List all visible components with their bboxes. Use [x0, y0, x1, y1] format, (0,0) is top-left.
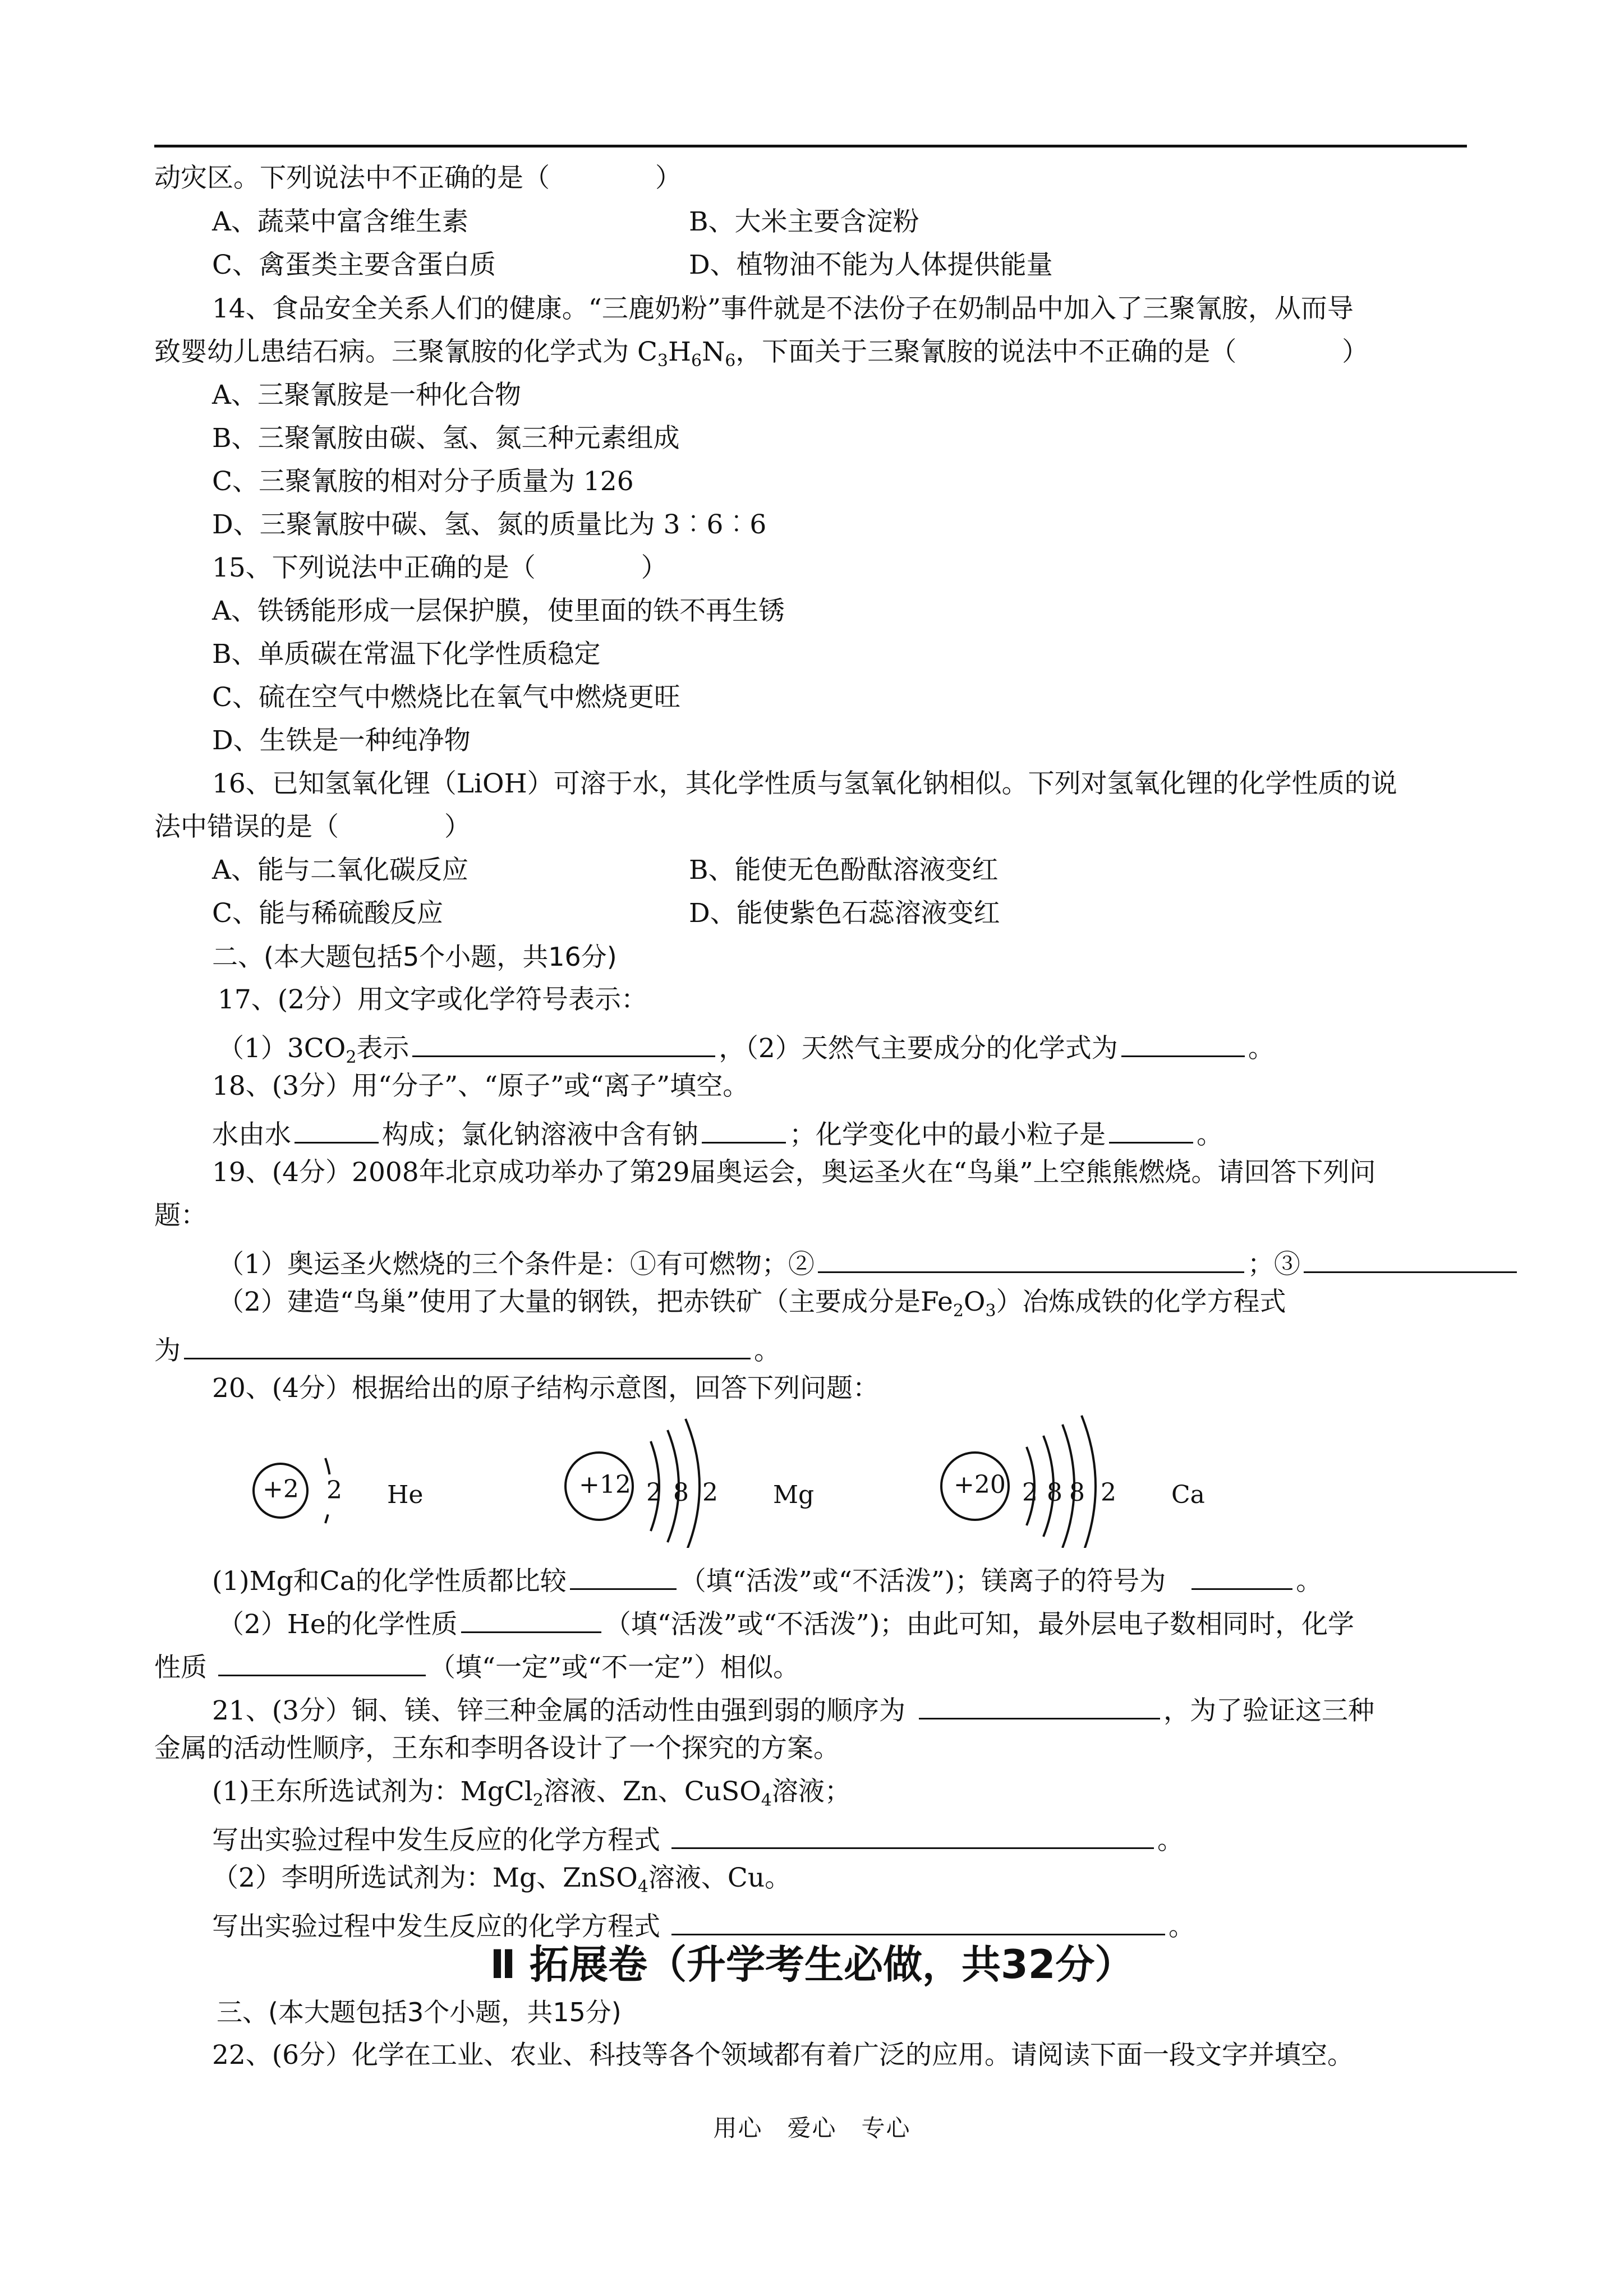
answer-blank[interactable] — [1121, 1026, 1245, 1057]
answer-blank[interactable] — [184, 1329, 751, 1359]
ca-symbol: Ca — [1171, 1481, 1205, 1509]
q16-option-a: A、能与二氧化碳反应 — [212, 855, 468, 886]
q17-part1: $(1)3CO_2$表示 ，（2）天然气主要成分的化学式为 。 — [218, 1026, 1275, 1066]
q15-option-a: A、铁锈能形成一层保护膜，使里面的铁不再生锈 — [212, 596, 785, 626]
section-3-heading: 三、(本大题包括3个小题，共15分) — [217, 1997, 622, 2027]
q17-stem: 17、(2分）用文字或化学符号表示： — [218, 984, 648, 1015]
q14-option-c: C、三聚氰胺的相对分子质量为 126 — [212, 466, 634, 497]
q21-part1: (1)王东所选试剂为：MgCl$_2$溶液、Zn、CuSO$_4$溶液； — [212, 1776, 851, 1810]
answer-blank[interactable] — [412, 1026, 715, 1057]
q13-option-a: A、蔬菜中富含维生素 — [212, 206, 468, 237]
answer-blank[interactable] — [461, 1602, 601, 1633]
mg-shell-1: 2 — [646, 1478, 662, 1507]
q15-stem: 15、下列说法中正确的是（ ） — [212, 552, 668, 583]
q15-option-d: D、生铁是一种纯净物 — [212, 725, 471, 756]
q16-option-d: D、能使紫色石蕊溶液变红 — [689, 898, 1000, 929]
q15-option-b: B、单质碳在常温下化学性质稳定 — [212, 639, 601, 670]
mg-shell-2: 8 — [673, 1478, 689, 1507]
q13-stem-tail: 动灾区。下列说法中不正确的是（ ） — [154, 163, 682, 193]
page-footer: 用心 爱心 专心 — [713, 2114, 911, 2142]
q19-part2-answer: 为 。 — [154, 1329, 780, 1368]
q15-option-c: C、硫在空气中燃烧比在氧气中燃烧更旺 — [212, 682, 680, 713]
q14-option-d: D、三聚氰胺中碳、氢、氮的质量比为 3︰6︰6 — [212, 509, 767, 540]
answer-blank[interactable] — [671, 1905, 1165, 1935]
q16-stem-line2: 法中错误的是（ ） — [154, 812, 471, 842]
q20-stem: 20、(4分）根据给出的原子结构示意图，回答下列问题： — [212, 1373, 880, 1404]
answer-blank[interactable] — [919, 1689, 1160, 1719]
q18-stem: 18、(3分）用“分子”、“原子”或“离子”填空。 — [212, 1071, 749, 1101]
q21-stem-line2: 金属的活动性顺序，王东和李明各设计了一个探究的方案。 — [154, 1733, 840, 1764]
mg-nucleus-charge: +12 — [579, 1470, 631, 1499]
q13-option-c: C、禽蛋类主要含蛋白质 — [212, 250, 496, 280]
q21-part2-equation: 写出实验过程中发生反应的化学方程式 。 — [212, 1905, 1195, 1944]
ca-shell-2: 8 — [1047, 1478, 1062, 1507]
q22-stem: 22、(6分）化学在工业、农业、科技等各个领域都有着广泛的应用。请阅读下面一段文字并填空。 — [212, 2040, 1354, 2071]
section-2-heading: 二、(本大题包括5个小题，共16分) — [212, 942, 617, 972]
answer-blank[interactable] — [702, 1113, 786, 1144]
q14-stem-line2: 致婴幼儿患结石病。三聚氰胺的化学式为 $C_3H_6N_6$，下面关于三聚氰胺的说法中不正确的是（ ） — [154, 336, 1369, 371]
q20-part2: （2）He的化学性质 （填“活泼”或“不活泼”)；由此可知，最外层电子数相同时，化学 — [218, 1602, 1354, 1642]
q19-stem-line1: 19、(4分）2008年北京成功举办了第29届奥运会，奥运圣火在“鸟巢”上空熊熊燃烧。请回答下列问 — [212, 1157, 1376, 1188]
part-2-title: Ⅱ 拓展卷（升学考生必做，共32分） — [490, 1942, 1134, 1988]
q14-stem-line1: 14、食品安全关系人们的健康。“三鹿奶粉”事件就是不法份子在奶制品中加入了三聚氰胺，从而导 — [212, 293, 1354, 324]
answer-blank[interactable] — [1191, 1559, 1292, 1590]
answer-blank[interactable] — [671, 1818, 1154, 1849]
ca-shell-1: 2 — [1022, 1478, 1038, 1507]
q21-stem-line1: 21、(3分）铜、镁、锌三种金属的活动性由强到弱的顺序为 ，为了验证这三种 — [212, 1689, 1374, 1728]
he-shell-1: 2 — [326, 1476, 342, 1505]
answer-blank[interactable] — [1109, 1113, 1193, 1144]
he-symbol: He — [387, 1481, 424, 1509]
q16-option-c: C、能与稀硫酸反应 — [212, 898, 443, 929]
q18-fill: 水由水 构成；氯化钠溶液中含有钠 ；化学变化中的最小粒子是 。 — [212, 1113, 1223, 1152]
ca-shell-3: 8 — [1069, 1478, 1085, 1507]
answer-blank[interactable] — [295, 1113, 379, 1144]
answer-blank[interactable] — [1304, 1242, 1517, 1273]
q19-stem-line2: 题： — [154, 1200, 207, 1231]
header-rule — [154, 145, 1467, 147]
ca-nucleus-charge: +20 — [954, 1470, 1006, 1499]
q16-option-b: B、能使无色酚酞溶液变红 — [689, 855, 999, 886]
q21-part1-equation: 写出实验过程中发生反应的化学方程式 。 — [212, 1818, 1184, 1857]
q20-part2-cont: 性质 （填“一定”或“不一定”）相似。 — [154, 1645, 799, 1685]
q14-option-b: B、三聚氰胺由碳、氢、氮三种元素组成 — [212, 423, 680, 454]
ca-shell-4: 2 — [1101, 1478, 1116, 1507]
mg-symbol: Mg — [773, 1481, 815, 1509]
q19-part1: （1）奥运圣火燃烧的三个条件是：①有可燃物；② ；③ — [218, 1242, 1517, 1281]
q19-part2: （2）建造“鸟巢”使用了大量的钢铁，把赤铁矿（主要成分是$Fe_2O_3$）冶炼成铁的化学方程式 — [218, 1287, 1286, 1321]
q13-option-d: D、植物油不能为人体提供能量 — [689, 250, 1053, 280]
answer-blank[interactable] — [570, 1559, 677, 1590]
q21-part2: （2）李明所选试剂为：Mg、ZnSO$_4$溶液、Cu。 — [212, 1862, 792, 1897]
he-nucleus-charge: +2 — [263, 1475, 299, 1504]
answer-blank[interactable] — [818, 1242, 1244, 1273]
q20-part1: (1)Mg和Ca的化学性质都比较 （填“活泼”或“不活泼”)；镁离子的符号为 。 — [212, 1559, 1322, 1598]
mg-shell-3: 2 — [702, 1478, 718, 1507]
q13-option-b: B、大米主要含淀粉 — [689, 206, 919, 237]
q14-option-a: A、三聚氰胺是一种化合物 — [212, 380, 521, 411]
q16-stem-line1: 16、已知氢氧化锂（LiOH）可溶于水，其化学性质与氢氧化钠相似。下列对氢氧化锂的化学性质的说 — [212, 768, 1397, 799]
answer-blank[interactable] — [218, 1645, 426, 1676]
